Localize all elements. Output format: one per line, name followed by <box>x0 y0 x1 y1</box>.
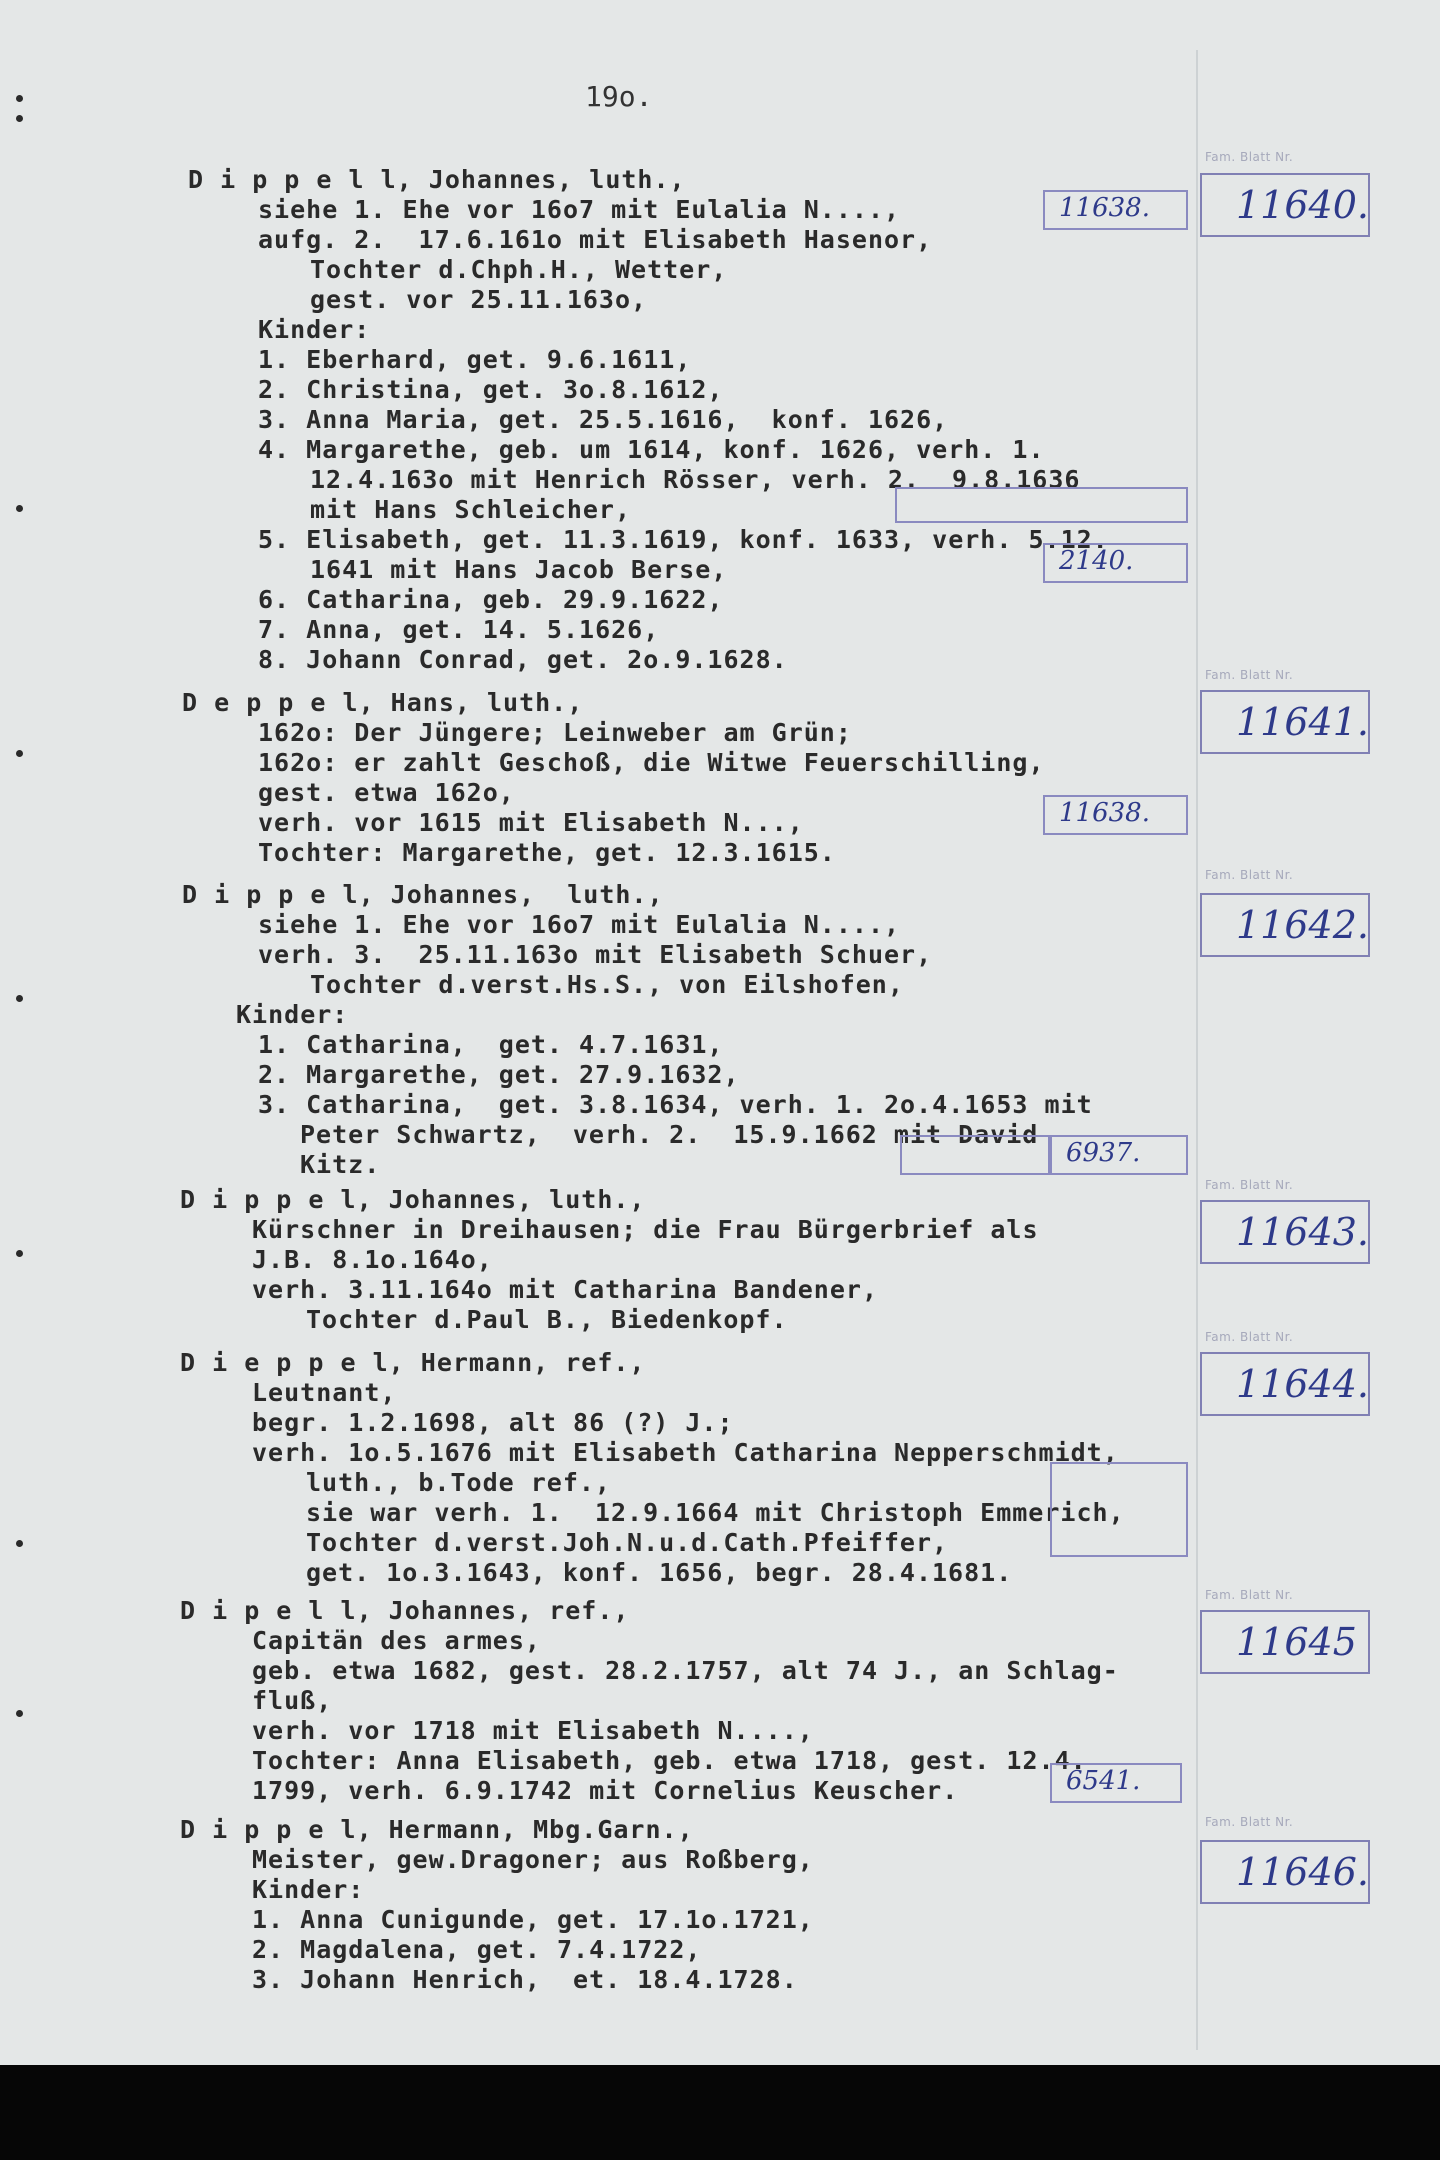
punch-hole <box>16 1710 23 1717</box>
entry-line: 8. Johann Conrad, get. 2o.9.1628. <box>258 645 788 674</box>
scan-bottom-edge <box>0 2065 1440 2160</box>
entry-line: Tochter d.verst.Joh.N.u.d.Cath.Pfeiffer, <box>306 1528 949 1557</box>
cross-reference-box: 2140. <box>1043 543 1188 583</box>
entry-line: Tochter: Margarethe, get. 12.3.1615. <box>258 838 836 867</box>
punch-hole <box>16 750 23 757</box>
page-number: 19o. <box>585 80 653 113</box>
entry-line: Kinder: <box>236 1000 349 1029</box>
fam-sheet-label: Fam. Blatt Nr. <box>1205 668 1294 682</box>
entry-heading: D i p p e l, Hermann, Mbg.Garn., <box>180 1815 694 1844</box>
entry-line: 1799, verh. 6.9.1742 mit Cornelius Keuscher. <box>252 1776 959 1805</box>
entry-line: J.B. 8.1o.164o, <box>252 1245 493 1274</box>
empty-reference-box <box>1050 1462 1188 1557</box>
entry-line: 1. Catharina, get. 4.7.1631, <box>258 1030 724 1059</box>
fam-sheet-number: 11643. <box>1200 1200 1370 1264</box>
punch-hole <box>16 1250 23 1257</box>
entry-line: Tochter d.Paul B., Biedenkopf. <box>306 1305 788 1334</box>
entry-line: 5. Elisabeth, get. 11.3.1619, konf. 1633, verh. 5.12. <box>258 525 1109 554</box>
entry-line: Leutnant, <box>252 1378 397 1407</box>
entry-line: 3. Catharina, get. 3.8.1634, verh. 1. 2o.4.1653 mit <box>258 1090 1093 1119</box>
entry-line: 3. Anna Maria, get. 25.5.1616, konf. 1626, <box>258 405 949 434</box>
entry-line: 7. Anna, get. 14. 5.1626, <box>258 615 660 644</box>
entry-line: verh. 1o.5.1676 mit Elisabeth Catharina Nepperschmidt, <box>252 1438 1119 1467</box>
entry-line: aufg. 2. 17.6.161o mit Elisabeth Hasenor, <box>258 225 933 254</box>
entry-line: gest. etwa 162o, <box>258 778 515 807</box>
entry-line: Kinder: <box>252 1875 365 1904</box>
fam-sheet-number: 11642. <box>1200 893 1370 957</box>
punch-hole <box>16 95 23 102</box>
entry-line: siehe 1. Ehe vor 16o7 mit Eulalia N...., <box>258 910 901 939</box>
entry-line: siehe 1. Ehe vor 16o7 mit Eulalia N...., <box>258 195 901 224</box>
entry-line: verh. 3. 25.11.163o mit Elisabeth Schuer, <box>258 940 933 969</box>
entry-line: Tochter d.Chph.H., Wetter, <box>310 255 728 284</box>
fam-sheet-number: 11640. <box>1200 173 1370 237</box>
entry-line: Tochter: Anna Elisabeth, geb. etwa 1718, gest. 12.4. <box>252 1746 1087 1775</box>
entry-line: 4. Margarethe, geb. um 1614, konf. 1626, verh. 1. <box>258 435 1045 464</box>
entry-line: Kürschner in Dreihausen; die Frau Bürgerbrief als <box>252 1215 1039 1244</box>
entry-line: verh. 3.11.164o mit Catharina Bandener, <box>252 1275 878 1304</box>
entry-line: mit Hans Schleicher, <box>310 495 632 524</box>
entry-line: luth., b.Tode ref., <box>306 1468 611 1497</box>
entry-line: Tochter d.verst.Hs.S., von Eilshofen, <box>310 970 904 999</box>
fam-sheet-label: Fam. Blatt Nr. <box>1205 1815 1294 1829</box>
entry-line: Peter Schwartz, verh. 2. 15.9.1662 mit David <box>300 1120 1039 1149</box>
cross-reference-box: 6937. <box>1050 1135 1188 1175</box>
fam-sheet-number: 11644. <box>1200 1352 1370 1416</box>
punch-hole <box>16 505 23 512</box>
fam-sheet-label: Fam. Blatt Nr. <box>1205 1178 1294 1192</box>
entry-line: Meister, gew.Dragoner; aus Roßberg, <box>252 1845 814 1874</box>
entry-line: 6. Catharina, geb. 29.9.1622, <box>258 585 724 614</box>
punch-hole <box>16 1540 23 1547</box>
entry-line: gest. vor 25.11.163o, <box>310 285 648 314</box>
entry-line: 3. Johann Henrich, et. 18.4.1728. <box>252 1965 798 1994</box>
entry-line: 2. Christina, get. 3o.8.1612, <box>258 375 724 404</box>
entry-line: fluß, <box>252 1686 333 1715</box>
entry-line: 162o: Der Jüngere; Leinweber am Grün; <box>258 718 852 747</box>
entry-heading: D i p p e l, Johannes, luth., <box>182 880 664 909</box>
entry-heading: D i p p e l, Johannes, luth., <box>180 1185 646 1214</box>
entry-heading: D i p e l l, Johannes, ref., <box>180 1596 630 1625</box>
cross-reference-box: 11638. <box>1043 795 1188 835</box>
entry-line: Capitän des armes, <box>252 1626 541 1655</box>
fam-sheet-number: 11646. <box>1200 1840 1370 1904</box>
cross-reference-box: 11638. <box>1043 190 1188 230</box>
entry-line: 1. Anna Cunigunde, get. 17.1o.1721, <box>252 1905 814 1934</box>
fam-sheet-number: 11645 <box>1200 1610 1370 1674</box>
entry-line: verh. vor 1718 mit Elisabeth N...., <box>252 1716 814 1745</box>
entry-heading: D i e p p e l, Hermann, ref., <box>180 1348 646 1377</box>
entry-line: geb. etwa 1682, gest. 28.2.1757, alt 74 J., an Schlag- <box>252 1656 1119 1685</box>
entry-line: sie war verh. 1. 12.9.1664 mit Christoph Emmerich, <box>306 1498 1125 1527</box>
cross-reference-box: 6541. <box>1050 1763 1182 1803</box>
fam-sheet-label: Fam. Blatt Nr. <box>1205 868 1294 882</box>
entry-line: get. 1o.3.1643, konf. 1656, begr. 28.4.1681. <box>306 1558 1013 1587</box>
margin-rule <box>1196 50 1198 2050</box>
entry-heading: D e p p e l, Hans, luth., <box>182 688 584 717</box>
empty-reference-box <box>900 1135 1050 1175</box>
entry-line: verh. vor 1615 mit Elisabeth N..., <box>258 808 804 837</box>
entry-line: 1. Eberhard, get. 9.6.1611, <box>258 345 692 374</box>
punch-hole <box>16 995 23 1002</box>
entry-line: 1641 mit Hans Jacob Berse, <box>310 555 728 584</box>
punch-hole <box>16 115 23 122</box>
entry-line: 12.4.163o mit Henrich Rösser, verh. 2. 9.8.1636 <box>310 465 1081 494</box>
empty-reference-box <box>895 487 1188 523</box>
fam-sheet-number: 11641. <box>1200 690 1370 754</box>
entry-heading: D i p p e l l, Johannes, luth., <box>188 165 686 194</box>
fam-sheet-label: Fam. Blatt Nr. <box>1205 150 1294 164</box>
fam-sheet-label: Fam. Blatt Nr. <box>1205 1330 1294 1344</box>
entry-line: 2. Margarethe, get. 27.9.1632, <box>258 1060 740 1089</box>
fam-sheet-label: Fam. Blatt Nr. <box>1205 1588 1294 1602</box>
entry-line: Kinder: <box>258 315 371 344</box>
entry-line: begr. 1.2.1698, alt 86 (?) J.; <box>252 1408 734 1437</box>
entry-line: 162o: er zahlt Geschoß, die Witwe Feuerschilling, <box>258 748 1045 777</box>
entry-line: 2. Magdalena, get. 7.4.1722, <box>252 1935 702 1964</box>
entry-line: Kitz. <box>300 1150 381 1179</box>
